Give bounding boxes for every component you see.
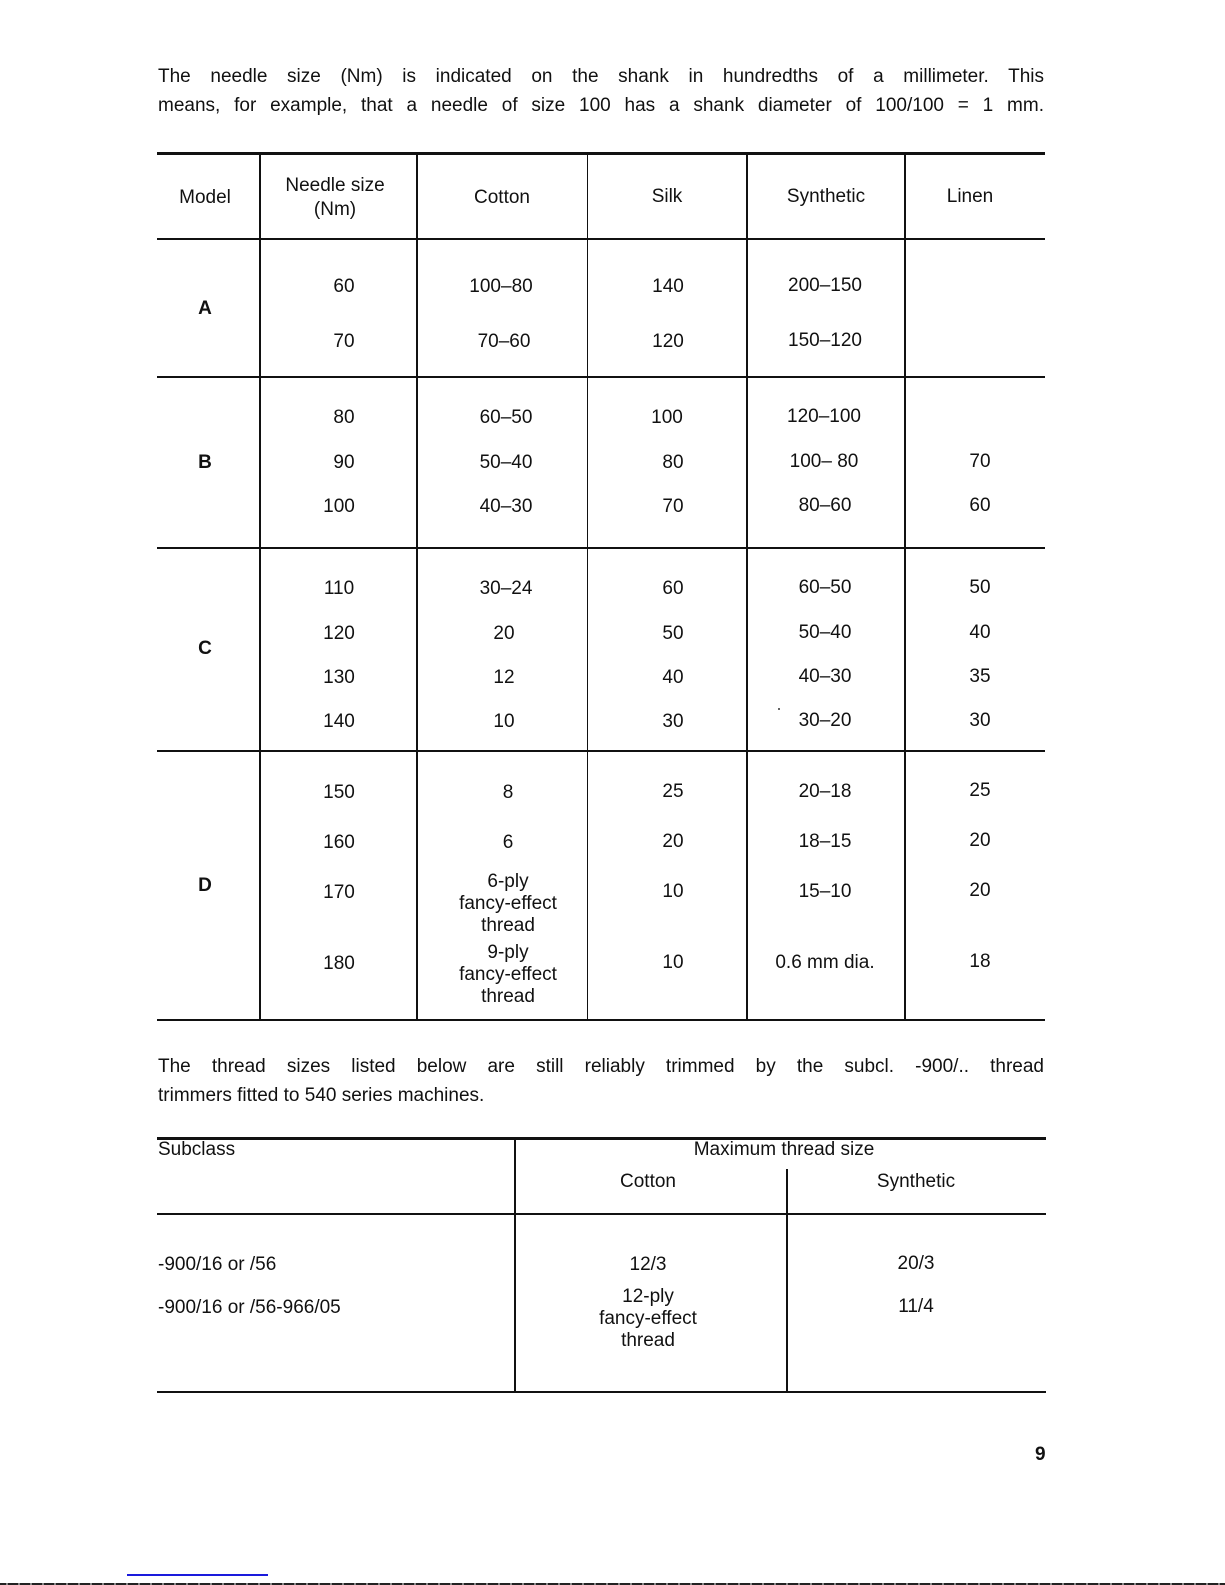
header-needle-size-line1: Needle size [285,175,385,196]
silk-cell: 50 [662,623,684,644]
cotton-cell: 30–24 [479,578,533,599]
cotton-cell: 50–40 [479,452,533,473]
silk-cell: 80 [662,452,684,473]
silk-cell: 60 [662,578,684,599]
cotton-cell [599,1286,697,1352]
linen-cell: 60 [969,495,991,516]
cotton-cell-line: thread [481,915,535,936]
table-top-rule [157,1137,1046,1140]
needle-size-cell: 70 [333,331,355,352]
linen-cell: 20 [969,880,991,901]
synthetic-cell: 18–15 [798,831,852,852]
needle-size-cell: 170 [323,882,355,903]
header-bottom-rule [157,1213,1046,1215]
subclass-cell: -900/16 or /56-966/05 [158,1297,341,1318]
needle-size-cell: 160 [323,832,355,853]
model-label-d: D [198,875,212,896]
silk-cell: 120 [652,331,684,352]
linen-cell: 30 [969,710,991,731]
synthetic-cell: 11/4 [898,1296,934,1317]
silk-cell: 40 [662,667,684,688]
cotton-cell-line: 6-ply [487,871,529,892]
cotton-cell: 40–30 [479,496,533,517]
table-top-rule [157,152,1045,155]
needle-size-cell: 90 [333,452,355,473]
needle-size-cell: 60 [333,276,355,297]
intro-line-2: means, for example, that a needle of size 100 has a shank diameter of 100/100 = 1 mm. [158,95,1044,116]
page-number: 9 [1035,1444,1046,1465]
needle-size-cell: 140 [323,711,355,732]
model-label-a: A [198,298,212,319]
needle-size-cell: 180 [323,953,355,974]
synthetic-cell: 20–18 [798,781,852,802]
silk-cell: 140 [652,276,684,297]
link-underline[interactable] [127,1574,268,1576]
table-bottom-rule [157,1019,1045,1021]
column-divider [746,154,748,1020]
cotton-cell [459,942,557,1008]
cotton-cell: 70–60 [477,331,531,352]
cotton-cell-line: fancy-effect [459,964,557,985]
group-divider-a-b [157,376,1045,378]
cotton-cell-line: fancy-effect [459,893,557,914]
linen-cell: 25 [969,780,991,801]
cotton-cell: 100–80 [469,276,533,297]
synthetic-cell: 200–150 [788,275,862,296]
intro-line-1: The needle size (Nm) is indicated on the shank in hundredths of a millimeter. This [158,66,1044,87]
silk-cell: 100 [651,407,683,428]
synthetic-cell: 30–20 [798,710,852,731]
subclass-cell: -900/16 or /56 [158,1254,277,1275]
needle-size-cell: 80 [333,407,355,428]
header-bottom-rule [157,238,1045,240]
cotton-cell-line: 9-ply [487,942,529,963]
header-silk: Silk [651,186,683,207]
intro-paragraph [158,62,1044,120]
column-divider [786,1169,788,1391]
header-cotton: Cotton [474,187,530,208]
cotton-cell-line: 12-ply [622,1286,674,1307]
group-divider-b-c [157,547,1045,549]
column-divider [904,154,906,1020]
header-subclass: Subclass [158,1139,236,1160]
cotton-cell [459,871,557,937]
header-model: Model [179,187,231,208]
synthetic-cell: 60–50 [798,577,852,598]
synthetic-cell: 40–30 [798,666,852,687]
silk-cell: 10 [662,952,684,973]
thread-trimmer-table [157,1137,1046,1395]
cotton-cell: 12 [493,667,515,688]
header-max-thread-size: Maximum thread size [693,1139,875,1160]
cotton-cell: 20 [493,623,515,644]
header-linen: Linen [946,186,994,207]
synthetic-cell: 0.6 mm dia. [775,952,875,973]
column-divider [259,154,261,1020]
cotton-cell-line: thread [481,986,535,1007]
cotton-cell: 60–50 [479,407,533,428]
cotton-cell: 8 [502,782,514,803]
synthetic-cell: 120–100 [787,406,861,427]
trimmer-line-1: The thread sizes listed below are still reliably trimmed by the subcl. -900/.. thread [158,1056,1044,1077]
trimmer-paragraph [158,1052,1044,1110]
synthetic-cell: 80–60 [798,495,852,516]
synthetic-cell: 20/3 [897,1253,935,1274]
needle-size-cell: 130 [323,667,355,688]
needle-size-cell: 100 [323,496,355,517]
header-needle-size-line2: (Nm) [313,199,357,220]
silk-cell: 20 [662,831,684,852]
cotton-cell: 6 [502,832,514,853]
model-label-c: C [198,638,212,659]
silk-cell: 70 [662,496,684,517]
needle-size-cell: 120 [323,623,355,644]
silk-cell: 10 [662,881,684,902]
needle-size-cell: 150 [323,782,355,803]
needle-size-cell: 110 [323,578,355,599]
linen-cell: 50 [969,577,991,598]
linen-cell: 35 [969,666,991,687]
header-synthetic: Synthetic [786,186,866,207]
print-speck [778,708,780,710]
silk-cell: 30 [662,711,684,732]
synthetic-cell: 100– 80 [789,451,859,472]
cotton-cell-line: fancy-effect [599,1308,697,1329]
synthetic-cell: 15–10 [798,881,852,902]
column-divider [514,1140,516,1392]
column-divider [587,154,588,1020]
synthetic-cell: 150–120 [788,330,862,351]
group-divider-c-d [157,750,1045,752]
table-bottom-rule [157,1391,1046,1393]
synthetic-cell: 50–40 [798,622,852,643]
linen-cell: 20 [969,830,991,851]
column-divider [416,154,418,1020]
cotton-cell: 10 [493,711,515,732]
header-needle-size [285,174,384,222]
trimmer-line-2: trimmers fitted to 540 series machines. [158,1085,485,1106]
linen-cell: 18 [969,951,991,972]
needle-thread-table [157,152,1045,1022]
linen-cell: 40 [969,622,991,643]
cotton-cell-line: thread [621,1330,675,1351]
cotton-cell: 12/3 [629,1254,667,1275]
linen-cell: 70 [969,451,991,472]
header-cotton: Cotton [620,1171,676,1192]
silk-cell: 25 [662,781,684,802]
model-label-b: B [198,452,212,473]
header-synthetic: Synthetic [876,1171,956,1192]
